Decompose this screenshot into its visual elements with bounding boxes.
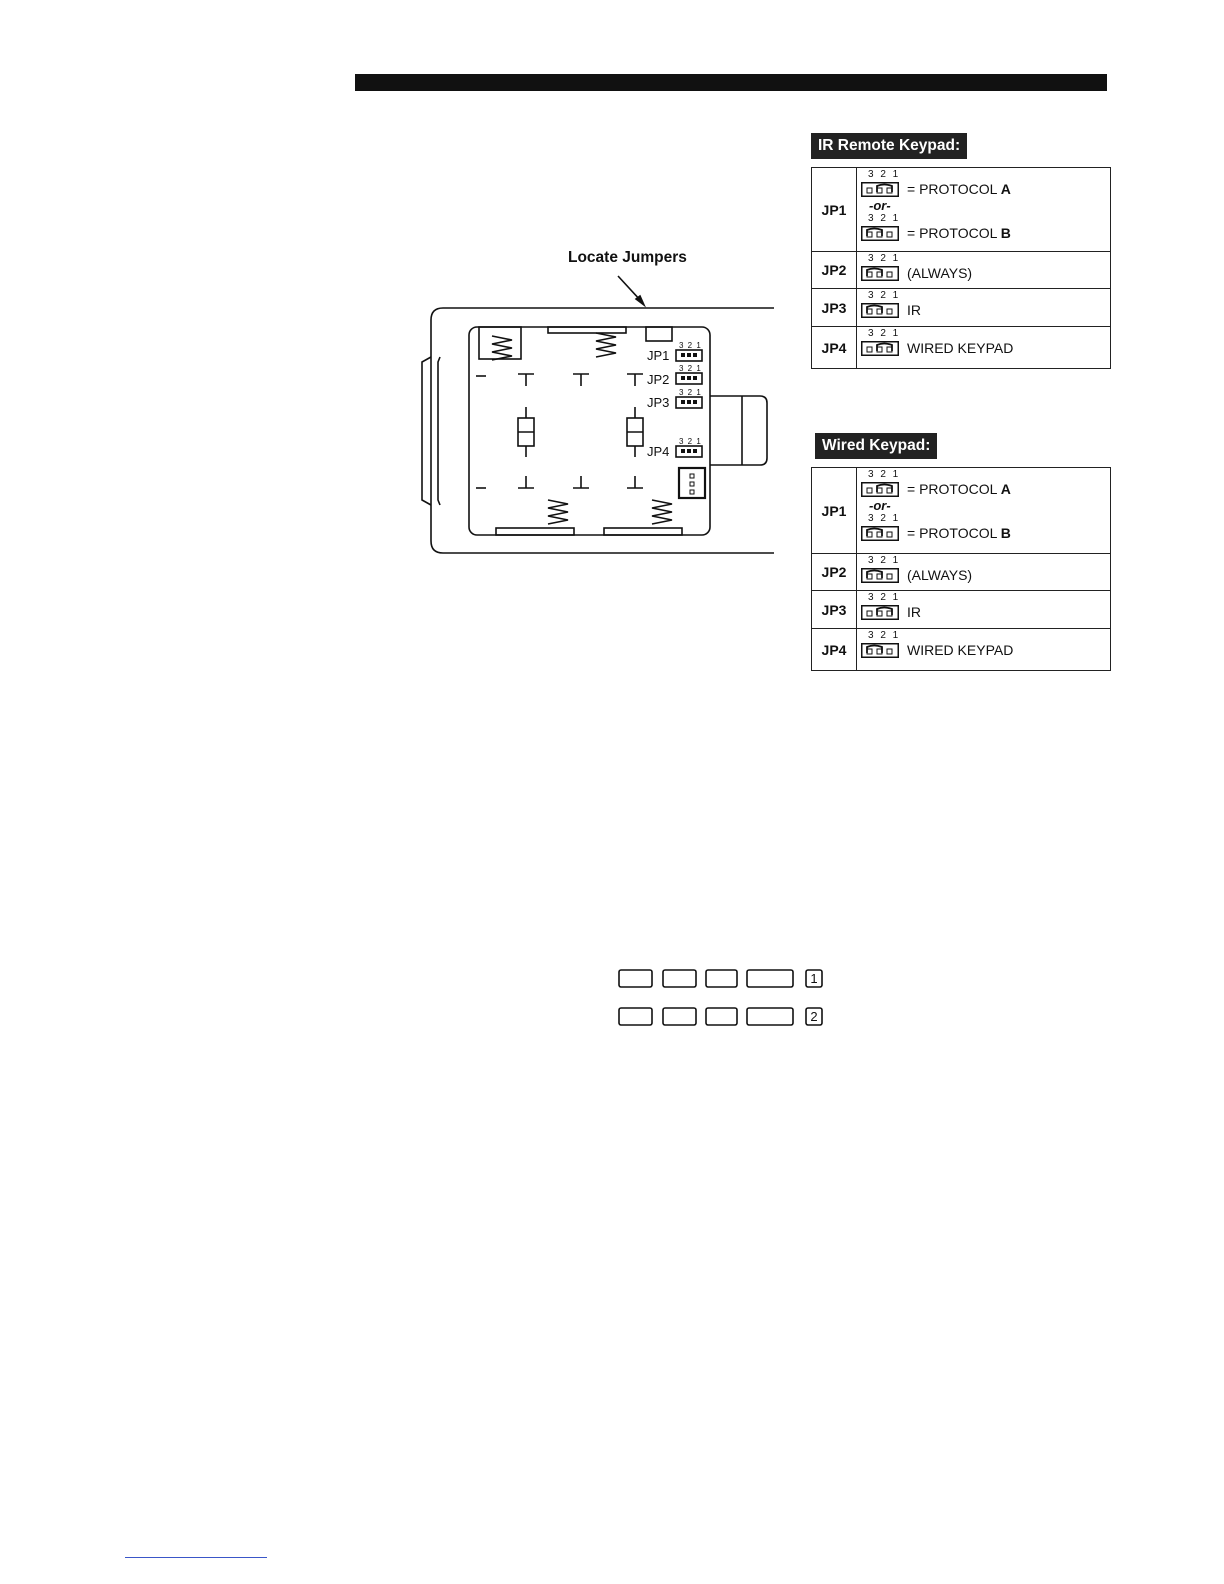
table-row bbox=[812, 468, 1111, 554]
pin-numbers: 3 2 1 bbox=[868, 630, 901, 641]
jumper-setting-text: WIRED KEYPAD bbox=[907, 340, 1014, 356]
jp2-pin-numbers: 3 2 1 bbox=[679, 364, 702, 373]
protocol-b-text: = PROTOCOL B bbox=[907, 225, 1011, 241]
jp1-pin-numbers: 3 2 1 bbox=[679, 341, 702, 350]
key-1a bbox=[619, 970, 652, 987]
jumper-label: JP2 bbox=[812, 554, 857, 591]
jumper-setting-text: IR bbox=[907, 604, 921, 620]
jumper-label: JP3 bbox=[812, 289, 857, 327]
key-2a bbox=[619, 1008, 652, 1025]
jumper-label: JP4 bbox=[812, 629, 857, 671]
step-2-label: 2 bbox=[810, 1009, 818, 1024]
pin-numbers: 3 2 1 bbox=[868, 513, 901, 524]
jumper-pins-2-1-icon bbox=[861, 605, 899, 620]
pin-numbers: 3 2 1 bbox=[868, 253, 901, 264]
jumper-setting-text: (ALWAYS) bbox=[907, 265, 973, 281]
diagram-jp3-label: JP3 bbox=[647, 395, 670, 410]
jp3-pin-numbers: 3 2 1 bbox=[679, 388, 702, 397]
remote-back-diagram bbox=[410, 240, 790, 570]
key-2b bbox=[663, 1008, 696, 1025]
key-2d bbox=[747, 1008, 793, 1025]
jp4-pin-numbers: 3 2 1 bbox=[679, 437, 702, 446]
jumper-pins-2-1-icon bbox=[861, 182, 899, 197]
pin-numbers: 3 2 1 bbox=[868, 469, 901, 480]
locate-jumpers-label: Locate Jumpers bbox=[568, 249, 687, 266]
table-row bbox=[812, 168, 1111, 252]
table-row bbox=[812, 327, 1111, 369]
table-row bbox=[812, 252, 1111, 289]
diagram-jp4-label: JP4 bbox=[647, 444, 670, 459]
pin-numbers: 3 2 1 bbox=[868, 328, 901, 339]
jumper-pins-2-1-icon bbox=[861, 341, 899, 356]
jumper-pins-2-1-icon bbox=[861, 482, 899, 497]
jumper-pins-3-2-icon bbox=[861, 568, 899, 583]
table-row bbox=[812, 289, 1111, 327]
key-1c bbox=[706, 970, 737, 987]
jumper-setting-text: (ALWAYS) bbox=[907, 567, 973, 583]
pin-numbers: 3 2 1 bbox=[868, 213, 901, 224]
protocol-a-text: = PROTOCOL A bbox=[907, 481, 1011, 497]
ir-jumper-table bbox=[811, 167, 1111, 369]
or-text: -or- bbox=[869, 198, 891, 213]
or-text: -or- bbox=[869, 498, 891, 513]
jumper-label: JP2 bbox=[812, 252, 857, 289]
jumper-label: JP3 bbox=[812, 591, 857, 629]
pin-numbers: 3 2 1 bbox=[868, 169, 901, 180]
jumper-label: JP4 bbox=[812, 327, 857, 369]
wired-jumper-table bbox=[811, 467, 1111, 671]
pin-numbers: 3 2 1 bbox=[868, 290, 901, 301]
jumper-pins-3-2-icon bbox=[861, 526, 899, 541]
key-1d bbox=[747, 970, 793, 987]
pin-numbers: 3 2 1 bbox=[868, 555, 901, 566]
jumper-label: JP1 bbox=[812, 168, 857, 252]
diagram-jp1-label: JP1 bbox=[647, 348, 670, 363]
protocol-a-text: = PROTOCOL A bbox=[907, 181, 1011, 197]
jumper-pins-3-2-icon bbox=[861, 266, 899, 281]
table-row bbox=[812, 591, 1111, 629]
pin-numbers: 3 2 1 bbox=[868, 592, 901, 603]
jumper-label: JP1 bbox=[812, 468, 857, 554]
header-rule bbox=[355, 74, 1107, 91]
jumper-pins-3-2-icon bbox=[861, 226, 899, 241]
key-1b bbox=[663, 970, 696, 987]
jumper-pins-3-2-icon bbox=[861, 303, 899, 318]
jumper-setting-text: WIRED KEYPAD bbox=[907, 642, 1014, 658]
jumper-setting-text: IR bbox=[907, 302, 921, 318]
protocol-b-text: = PROTOCOL B bbox=[907, 525, 1011, 541]
wired-keypad-title: Wired Keypad: bbox=[815, 433, 937, 459]
step-1-label: 1 bbox=[810, 971, 818, 986]
key-sequence-illustration bbox=[615, 966, 830, 1031]
key-2c bbox=[706, 1008, 737, 1025]
jumper-pins-3-2-icon bbox=[861, 643, 899, 658]
footnote-rule bbox=[125, 1557, 267, 1558]
table-row bbox=[812, 629, 1111, 671]
ir-remote-keypad-title: IR Remote Keypad: bbox=[811, 133, 967, 159]
diagram-jp2-label: JP2 bbox=[647, 372, 670, 387]
table-row bbox=[812, 554, 1111, 591]
